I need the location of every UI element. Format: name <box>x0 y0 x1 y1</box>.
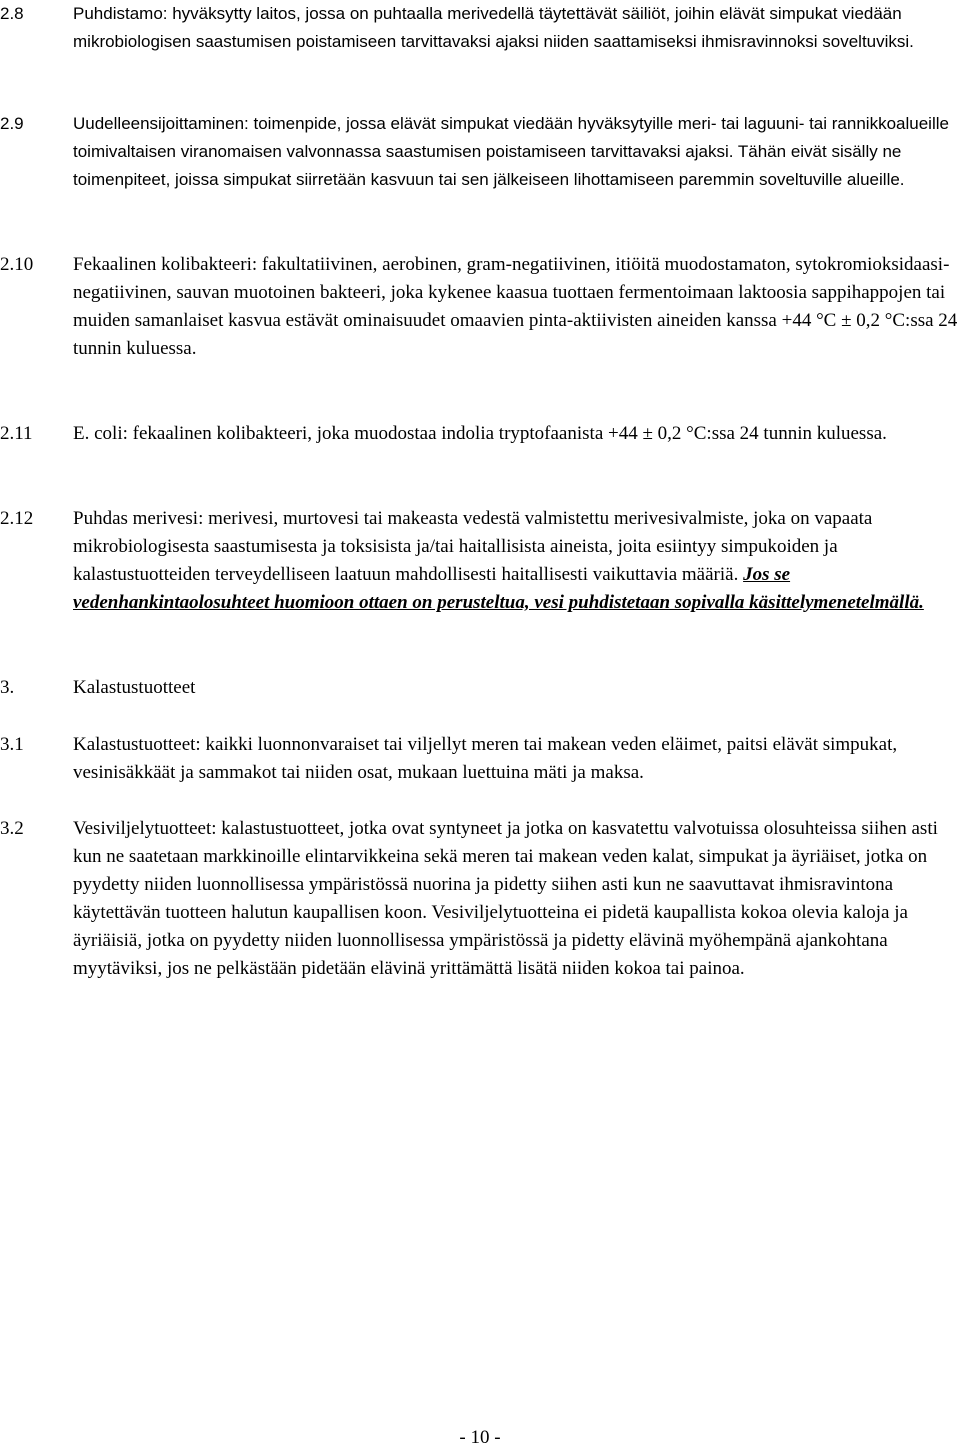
definition-text: Kalastustuotteet: kaikki luonnonvaraiset tai viljellyt meren tai makean veden eläimet, paitsi elävät simpukat, vesinisäkkäät ja sammakot tai niiden osat, mukaan luettuina mäti ja maksa. <box>73 734 898 783</box>
definition-text: E. coli: fekaalinen kolibakteeri, joka muodostaa indolia tryptofaanista +44 ± 0,2 °C:ssa 24 tunnin kuluessa. <box>73 423 887 444</box>
section-number: 3.1 <box>0 734 24 755</box>
section-number: 2.8 <box>0 4 24 23</box>
section-number: 2.11 <box>0 423 33 444</box>
section-heading: Kalastustuotteet <box>73 677 196 698</box>
definition-text: Fekaalinen kolibakteeri: fakultatiivinen, aerobinen, gram-negatiivinen, itiöitä muodostamaton, sytokromioksidaasi-negatiivinen, sauvan muotoinen bakteeri, joka kykenee kaasua tuottaen fermentoimaan laktoosia sappihappojen tai muiden samanlaiset kasvua estävät ominaisuudet omaavien pinta-aktiivisten aineiden kanssa +44 °C ± 0,2 °C:ssa 24 tunnin kuluessa. <box>73 254 958 359</box>
definition-text <box>73 110 958 194</box>
definition-text-part: Tähän eivät sisälly ne toimenpiteet, joissa simpukat siirretään kasvuun tai sen jälkeiseen lihottamiseen paremmin soveltuville alueille. <box>73 142 905 189</box>
definition-text-part: Vesiviljelytuotteina ei pidetä kaupallista kokoa olevia kaloja ja äyriäisiä, jotka on pyydetty niiden luonnollisessa ympäristössä ja pidetty elävinä myöhempänä ajankohtana myytäviksi, jos ne pelkästään pidetään elävinä yrittämättä lisätä niiden kokoa tai painoa. <box>73 902 908 979</box>
page-number: - 10 - <box>459 1427 501 1448</box>
section-number: 2.12 <box>0 508 34 529</box>
section-number: 2.9 <box>0 114 24 133</box>
section-number: 3. <box>0 677 15 698</box>
definition-text <box>73 815 958 983</box>
definition-text <box>73 505 958 617</box>
definition-text: Puhdistamo: hyväksytty laitos, jossa on puhtaalla merivedellä täytettävät säiliöt, joihin elävät simpukat viedään mikrobiologisen saastumisen poistamiseen tarvittavaksi ajaksi niiden saattamiseksi ihmisravinnoksi soveltuviksi. <box>73 4 914 51</box>
definition-text-part: Vesiviljelytuotteet: kalastustuotteet, jotka ovat syntyneet ja jotka on kasvatettu valvotuissa olosuhteissa siihen asti kun ne saatetaan markkinoille elintarvikkeina sekä meren tai makean veden kalat, simpukat ja äyriäiset, jotka on pyydetty niiden luonnollisessa ympäristössä nuorina ja pidetty siihen asti kun ne saavuttavat ihmisravintona käytettävän tuotteen halutun kaupallisen koon. <box>73 818 938 923</box>
section-number: 3.2 <box>0 818 24 839</box>
emphasized-note: Jos se vedenhankintaolosuhteet huomioon ottaen on perusteltua, vesi puhdistetaan sopivalla käsittelymenetelmällä. <box>73 564 924 613</box>
definition-text-part: Puhdas merivesi: merivesi, murtovesi tai makeasta vedestä valmistettu merivesivalmiste, joka on vapaata mikrobiologisesta saastumisesta ja toksisista ja/tai haitallisista aineista, joita esiintyy simpukoiden ja kalastustuotteiden terveydelliseen laatuun mahdollisesti haitallisesti vaikuttavia määriä. <box>73 508 873 585</box>
section-number: 2.10 <box>0 254 34 275</box>
definition-text-part: Uudelleensijoittaminen: toimenpide, jossa elävät simpukat viedään hyväksytyille meri- tai laguuni- tai rannikkoalueille toimivaltaisen viranomaisen valvonnassa saastumisen poistamiseen tarvittavaksi ajaksi. <box>73 114 949 161</box>
